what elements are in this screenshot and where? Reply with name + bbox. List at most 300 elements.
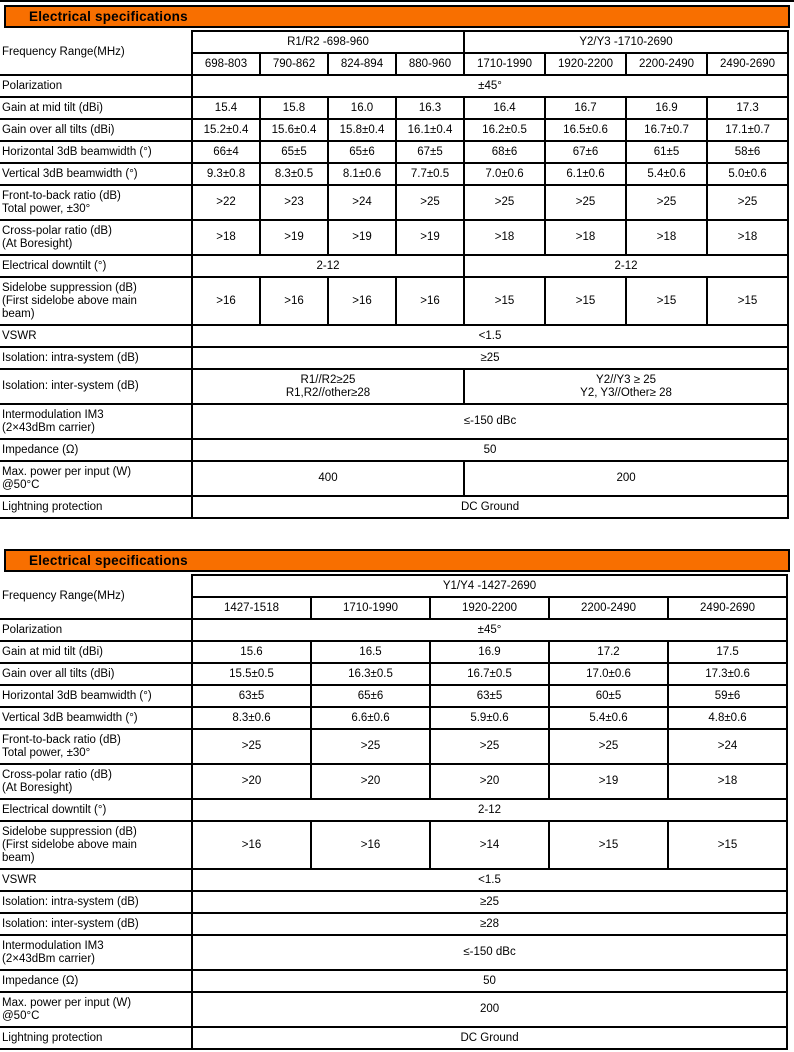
value-text: 58±6 [734,145,761,158]
table-row [0,641,787,663]
band-header: 2200-2490 [626,53,707,75]
row-label-text: @50°C [2,478,40,491]
band-header: 1920-2200 [545,53,626,75]
value-cell [464,97,545,119]
table-row [0,1027,787,1049]
row-label-text: Sidelobe suppression (dB) [2,825,137,838]
value-text: Y2, Y3//Other≥ 28 [580,386,672,399]
band-group-header: Y1/Y4 -1427-2690 [192,575,787,597]
value-cell [549,685,668,707]
value-cell [549,663,668,685]
value-text: >20 [479,775,500,787]
value-text: >15 [494,294,515,307]
row-label [0,325,192,347]
table-row [0,119,788,141]
value-text: DC Ground [460,500,520,513]
value-text: >16 [352,294,372,307]
row-label [0,685,192,707]
value-text: 66±4 [213,145,239,158]
value-text: 5.4±0.6 [589,711,628,724]
value-cell [260,141,328,163]
row-label-text: Vertical 3dB beamwidth (°) [2,711,138,724]
value-text: >15 [598,838,619,851]
value-cell [192,75,788,97]
value-text: 17.5 [716,645,739,658]
value-cell [396,220,464,255]
row-label [0,764,192,799]
value-text: 17.1±0.7 [725,123,770,136]
row-label-text: Front-to-back ratio (dB) [2,189,121,202]
row-label [0,707,192,729]
value-text: >20 [360,775,381,787]
band-header: 698-803 [192,53,260,75]
value-text: >18 [656,231,677,243]
value-text: 16.7±0.5 [467,667,512,680]
value-text: 65±6 [357,689,384,702]
value-cell [192,141,260,163]
table-row [0,891,787,913]
table-row [0,141,788,163]
row-label-text: (2×43dBm carrier) [2,952,95,965]
row-label [0,277,192,325]
value-text: 17.0±0.6 [586,667,631,680]
value-cell [626,163,707,185]
value-text: 7.0±0.6 [485,167,524,180]
row-label-text: Polarization [2,79,63,92]
row-label [0,619,192,641]
value-cell [430,685,549,707]
table-row [0,496,788,518]
value-text: 6.1±0.6 [566,167,605,180]
value-cell [192,369,464,404]
value-text: ±45° [477,623,502,636]
value-text: 200 [616,472,636,484]
table-row [0,663,787,685]
row-label-text: Total power, ±30° [2,746,91,759]
value-cell [668,729,787,764]
row-label [0,461,192,496]
value-text: 15.8 [282,101,306,114]
row-label [0,799,192,821]
table-row [0,685,787,707]
value-text: >14 [479,838,500,851]
row-label-text: (At Boresight) [2,237,73,250]
value-text: >25 [575,196,596,208]
value-text: ≤-150 dBc [463,415,517,427]
table-row [0,619,787,641]
row-label-text: Isolation: inter-system (dB) [2,380,139,392]
row-label [0,729,192,764]
value-text: R1,R2//other≥28 [285,386,371,399]
value-text: >16 [216,294,236,307]
value-cell [464,220,545,255]
table-row [0,913,787,935]
band-group-header: R1/R2 -698-960 [192,31,464,53]
value-cell [430,641,549,663]
value-text: >18 [216,231,236,243]
row-label [0,641,192,663]
value-cell [549,764,668,799]
section-title: Electrical specifications [29,553,188,568]
value-text: >18 [737,231,758,243]
value-text: 5.9±0.6 [470,711,509,724]
row-label-text: Isolation: intra-system (dB) [2,895,139,908]
row-label-text: Max. power per input (W) [2,996,132,1009]
row-label [0,255,192,277]
value-cell [260,185,328,220]
value-cell [192,119,260,141]
row-label-text: Intermodulation IM3 [2,939,104,952]
row-label [0,220,192,255]
value-cell [311,641,430,663]
row-label-text: VSWR [2,873,37,886]
value-text: >19 [284,231,304,243]
band-group-header: Y2/Y3 -1710-2690 [464,31,788,53]
value-cell [260,119,328,141]
row-label-frequency-range [0,31,192,75]
value-text: 2-12 [316,259,340,272]
band-header: 880-960 [396,53,464,75]
spec-table [0,30,789,519]
value-cell [626,220,707,255]
value-text: 8.3±0.5 [274,167,314,180]
value-text: 7.7±0.5 [410,167,450,180]
row-label-text: beam) [2,307,35,320]
value-text: 16.7±0.7 [644,123,689,136]
row-label-text: Front-to-back ratio (dB) [2,733,121,746]
row-label [0,439,192,461]
band-header: 790-862 [260,53,328,75]
value-cell [668,641,787,663]
row-label [0,97,192,119]
band-header: 2490-2690 [668,597,787,619]
value-text: 16.2±0.5 [482,123,527,136]
value-text: 65±5 [281,145,307,158]
row-label [0,496,192,518]
value-cell [668,821,787,869]
table-row [0,220,788,255]
value-text: ≥25 [480,351,500,364]
value-cell [192,992,787,1027]
row-label-text: VSWR [2,329,37,342]
value-text: >23 [284,196,304,208]
value-cell [192,707,311,729]
table-row [0,404,788,439]
value-cell [396,97,464,119]
row-label-text: Gain over all tilts (dBi) [2,123,115,136]
value-text: 67±6 [572,145,599,158]
value-cell [192,439,788,461]
table-row [0,869,787,891]
value-cell [668,685,787,707]
value-text: >16 [360,838,381,851]
value-text: >25 [420,196,440,208]
value-cell [626,119,707,141]
value-text: 68±6 [491,145,518,158]
value-cell [311,764,430,799]
value-text: >25 [598,740,619,752]
table-row [0,992,787,1027]
band-header: 1427-1518 [192,597,311,619]
row-label-text: Frequency Range(MHz) [2,46,125,58]
row-label [0,75,192,97]
value-cell [668,707,787,729]
table-row [0,575,787,597]
value-cell [192,496,788,518]
row-label [0,347,192,369]
table-row [0,347,788,369]
value-text: >24 [352,196,372,208]
value-text: 6.6±0.6 [351,711,390,724]
value-text: 17.2 [597,645,620,658]
value-text: 15.4 [214,101,238,114]
value-cell [464,277,545,325]
row-label [0,369,192,404]
value-cell [668,663,787,685]
row-label-text: Horizontal 3dB beamwidth (°) [2,689,152,702]
band-header: 824-894 [328,53,396,75]
row-label-text: Cross-polar ratio (dB) [2,224,112,237]
value-text: >25 [494,196,515,208]
value-cell [311,729,430,764]
value-text: 16.9 [478,645,501,658]
value-cell [192,461,464,496]
value-text: 9.3±0.8 [206,167,246,180]
value-text: >25 [737,196,758,208]
value-cell [328,220,396,255]
value-cell [396,119,464,141]
value-cell [192,347,788,369]
value-cell [549,707,668,729]
row-label [0,404,192,439]
value-cell [328,185,396,220]
value-text: 16.5 [359,645,382,658]
row-label-text: Polarization [2,623,63,636]
value-text: 63±5 [238,689,265,702]
value-text: >25 [656,196,677,208]
value-text: >18 [494,231,515,243]
value-text: 16.0 [350,101,374,114]
value-text: >19 [352,231,372,243]
row-label-text: Cross-polar ratio (dB) [2,768,112,781]
electrical-specs-section-1 [0,5,794,519]
value-text: 67±5 [417,145,443,158]
value-cell [707,277,788,325]
value-text: 17.3 [736,101,759,114]
value-cell [707,97,788,119]
row-label [0,992,192,1027]
row-label [0,163,192,185]
value-text: 16.5±0.6 [563,123,608,136]
value-cell [707,119,788,141]
table-row [0,31,788,53]
value-text: >25 [479,740,500,752]
table-row [0,707,787,729]
row-label-text: (At Boresight) [2,781,73,794]
value-text: <1.5 [478,329,502,342]
value-cell [260,277,328,325]
value-text: <1.5 [478,873,501,886]
value-text: >18 [575,231,596,243]
row-label-text: Horizontal 3dB beamwidth (°) [2,145,152,158]
value-text: 200 [479,1003,500,1015]
value-cell [311,821,430,869]
value-cell [545,220,626,255]
value-text: 15.2±0.4 [203,123,249,136]
value-text: R1//R2≥25 [300,373,356,386]
value-text: 16.4 [493,101,516,114]
value-cell [192,255,464,277]
value-cell [464,185,545,220]
value-cell [260,220,328,255]
value-cell [464,255,788,277]
band-header: 2490-2690 [707,53,788,75]
value-cell [192,663,311,685]
table-row [0,764,787,799]
value-cell [464,141,545,163]
row-label-text: (2×43dBm carrier) [2,421,95,434]
value-text: 50 [483,443,497,456]
band-header: 1710-1990 [311,597,430,619]
value-text: 61±5 [653,145,680,158]
row-label-text: Frequency Range(MHz) [2,590,125,602]
value-cell [192,325,788,347]
section-title: Electrical specifications [29,9,188,24]
row-label-text: Impedance (Ω) [2,443,79,456]
row-label-frequency-range [0,575,192,619]
value-cell [707,220,788,255]
row-label-text: Electrical downtilt (°) [2,259,107,272]
top-divider [0,0,794,2]
value-text: 15.5±0.5 [229,667,274,680]
value-cell [192,685,311,707]
row-label [0,663,192,685]
value-text: 15.6±0.4 [271,123,317,136]
spec-table [0,574,788,1050]
row-label [0,913,192,935]
value-cell [192,799,787,821]
row-label [0,935,192,970]
value-text: ≥25 [479,895,500,908]
value-cell [192,404,788,439]
value-text: >15 [717,838,738,851]
value-text: >15 [575,294,596,307]
row-label [0,1027,192,1049]
spec-grid-mount [0,30,794,519]
value-text: 15.8±0.4 [339,123,385,136]
value-cell [192,97,260,119]
value-text: >16 [241,838,262,851]
value-cell [192,913,787,935]
section-title-bar [4,549,790,572]
value-text: 16.9 [655,101,678,114]
table-row [0,935,787,970]
value-cell [545,185,626,220]
value-cell [707,185,788,220]
value-cell [464,461,788,496]
value-cell [626,141,707,163]
row-label [0,119,192,141]
value-text: 2-12 [614,259,638,272]
value-text: >22 [216,196,236,208]
value-cell [549,641,668,663]
table-row [0,277,788,325]
table-row [0,799,787,821]
value-text: >19 [598,775,619,787]
value-cell [545,277,626,325]
table-row [0,75,788,97]
value-cell [328,97,396,119]
value-text: >20 [241,775,262,787]
row-label-text: Isolation: intra-system (dB) [2,351,139,364]
value-text: 5.4±0.6 [647,167,686,180]
value-cell [192,935,787,970]
table-row [0,369,788,404]
value-cell [464,163,545,185]
value-cell [626,97,707,119]
value-cell [260,163,328,185]
value-cell [192,277,260,325]
value-cell [545,119,626,141]
value-text: 65±6 [349,145,375,158]
value-cell [668,764,787,799]
value-text: >25 [360,740,381,752]
value-text: >16 [284,294,304,307]
value-cell [192,764,311,799]
value-text: 60±5 [595,689,622,702]
value-cell [396,185,464,220]
row-label-text: Max. power per input (W) [2,465,132,478]
value-cell [430,663,549,685]
value-cell [430,707,549,729]
table-row [0,185,788,220]
value-text: 15.6 [240,645,263,658]
value-text: 4.8±0.6 [708,711,747,724]
value-cell [192,641,311,663]
table-row [0,970,787,992]
value-text: 16.7 [574,101,597,114]
value-cell [192,185,260,220]
table-row [0,821,787,869]
table-row [0,729,787,764]
row-label-text: Gain at mid tilt (dBi) [2,101,103,114]
row-label-text: (First sidelobe above main [2,838,137,851]
value-text: 63±5 [476,689,503,702]
spec-grid-mount [0,574,794,1050]
value-cell [311,685,430,707]
table-row [0,163,788,185]
value-text: ±45° [478,79,502,92]
value-cell [464,119,545,141]
value-cell [549,729,668,764]
row-label-text: @50°C [2,1009,40,1022]
value-text: 17.3±0.6 [705,667,750,680]
row-label [0,891,192,913]
table-row [0,461,788,496]
table-row [0,439,788,461]
value-cell [192,970,787,992]
value-cell [396,277,464,325]
value-text: >15 [737,294,758,307]
value-text: 16.3±0.5 [348,667,393,680]
row-label [0,869,192,891]
value-text: 8.3±0.6 [232,711,271,724]
row-label-text: Isolation: inter-system (dB) [2,917,139,930]
value-text: >16 [420,294,440,307]
value-cell [311,707,430,729]
value-text: Y2//Y3 ≥ 25 [596,373,657,386]
value-cell [192,220,260,255]
